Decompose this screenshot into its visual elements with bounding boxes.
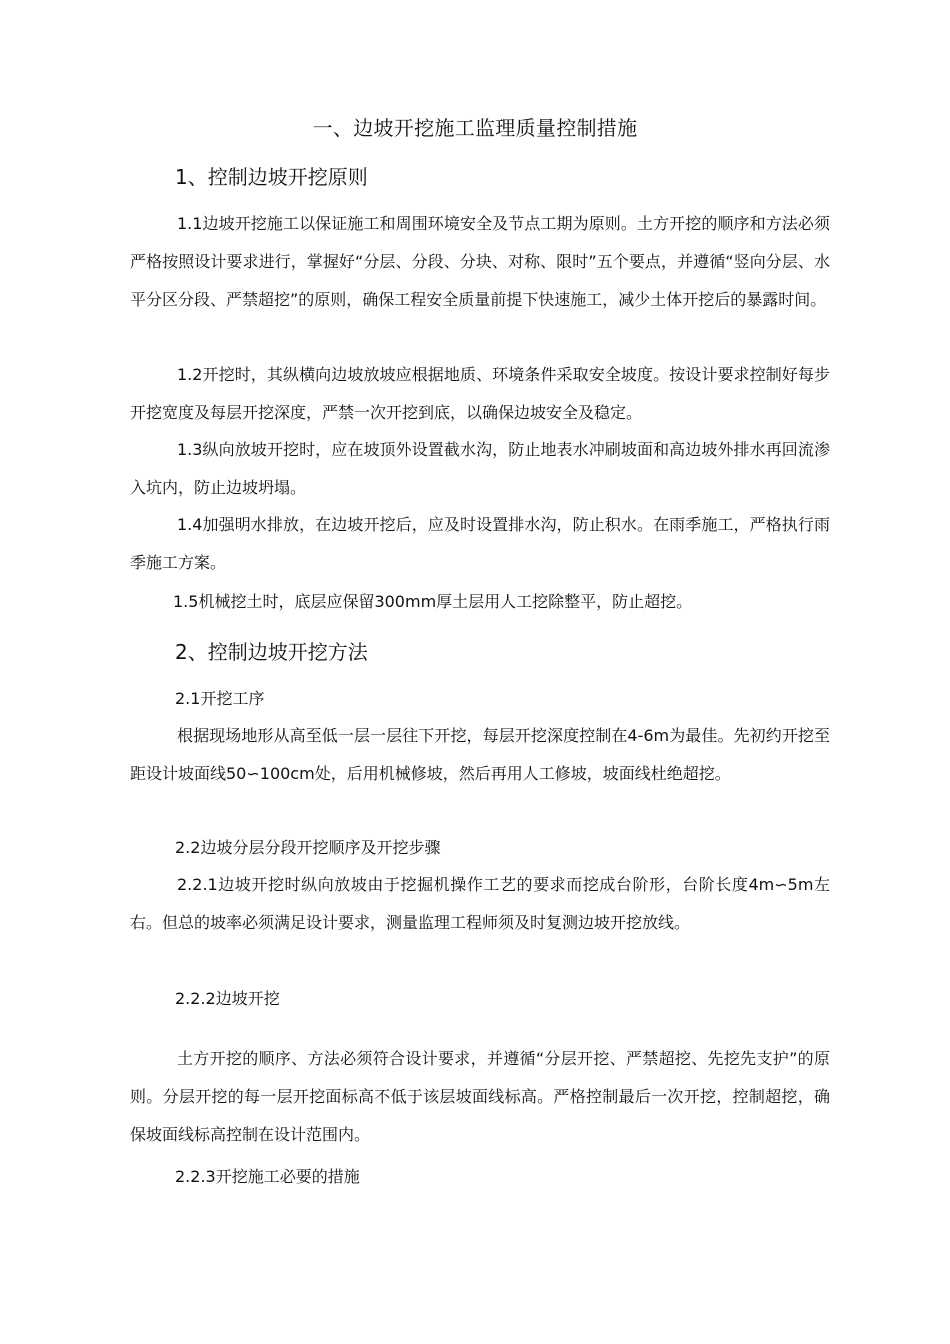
- paragraph-1-2: 1.2开挖时，其纵横向边坡放坡应根据地质、环境条件采取安全坡度。按设计要求控制好每步开挖宽度及每层开挖深度，严禁一次开挖到底，以确保边坡安全及稳定。: [130, 365, 830, 422]
- paragraph-1-1: 1.1边坡开挖施工以保证施工和周围环境安全及节点工期为原则。土方开挖的顺序和方法必须严格按照设计要求进行，掌握好“分层、分段、分块、对称、限时”五个要点，并遵循“竖向分层、水平分区分段、严禁超挖”的原则，确保工程安全质量前提下快速施工，减少土体开挖后的暴露时间。: [130, 214, 830, 309]
- section-2-heading: 2、控制边坡开挖方法: [175, 640, 368, 664]
- subsection-2-2-heading: 2.2边坡分层分段开挖顺序及开挖步骤: [175, 838, 441, 857]
- paragraph-1-5: 1.5机械挖土时，底层应保留300mm厚土层用人工挖除整平，防止超挖。: [173, 592, 693, 611]
- paragraph-2-1: 根据现场地形从高至低一层一层往下开挖，每层开挖深度控制在4-6m为最佳。先初约开挖至距设计坡面线50∽100cm处，后用机械修坡，然后再用人工修坡，坡面线杜绝超挖。: [130, 726, 830, 783]
- subsection-2-2-3-heading: 2.2.3开挖施工必要的措施: [175, 1167, 360, 1186]
- subsection-2-1-heading: 2.1开挖工序: [175, 689, 265, 708]
- paragraph-2-2-2: 土方开挖的顺序、方法必须符合设计要求，并遵循“分层开挖、严禁超挖、先挖先支护”的原则。分层开挖的每一层开挖面标高不低于该层坡面线标高。严格控制最后一次开挖，控制超挖，确保坡面线标高控制在设计范围内。: [130, 1049, 830, 1144]
- paragraph-1-4: 1.4加强明水排放，在边坡开挖后，应及时设置排水沟，防止积水。在雨季施工，严格执行雨季施工方案。: [130, 515, 830, 572]
- paragraph-2-2-1: 2.2.1边坡开挖时纵向放坡由于挖掘机操作工艺的要求而挖成台阶形，台阶长度4m∽5m左右。但总的坡率必须满足设计要求，测量监理工程师须及时复测边坡开挖放线。: [130, 875, 830, 932]
- section-1-heading: 1、控制边坡开挖原则: [175, 165, 368, 189]
- paragraph-1-3: 1.3纵向放坡开挖时，应在坡顶外设置截水沟，防止地表水冲刷坡面和高边坡外排水再回流渗入坑内，防止边坡坍塌。: [130, 440, 830, 497]
- subsection-2-2-2-heading: 2.2.2边坡开挖: [175, 989, 280, 1008]
- document-title: 一、边坡开挖施工监理质量控制措施: [312, 116, 638, 140]
